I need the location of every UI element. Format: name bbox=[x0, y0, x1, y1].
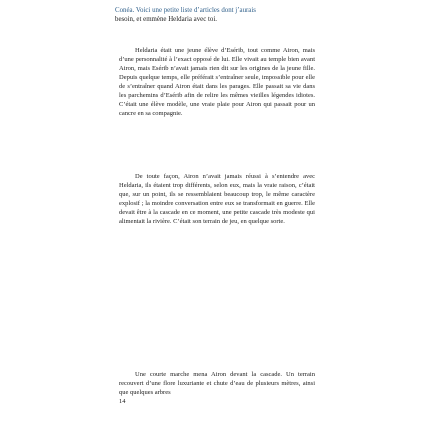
paragraph-block-1 bbox=[119, 46, 315, 118]
paragraph-cascade: Une courte marche mena Airon devant la cascade. Un terrain recouvert d’une flore luxuriante et chute d’eau de plusieurs mètres, ainsi que quelques arbres bbox=[119, 371, 315, 396]
intro-lead: Conéa. Voici une petite liste d’articles dont j’aurais bbox=[115, 7, 256, 14]
paragraph-block-3 bbox=[119, 370, 315, 406]
intro-rest: besoin, et emmène Heldaria avec toi. bbox=[115, 15, 217, 23]
page-number: 14 bbox=[119, 398, 126, 405]
paragraph-block-2 bbox=[119, 172, 315, 226]
paragraph-airon-heldaria: De toute façon, Airon n’avait jamais réussi à s’entendre avec Heldaria, ils étaient trop différents, selon eux, mais la vraie raison, c’était que, sur un point, ils se ressemblaient beaucoup trop, le même caractère explosif ; la moindre conversation entre eux se transformait en guerre. Elle devait être à la cascade en ce moment, une petite cascade très modeste qui alimentait la rivière. C’était son terrain de jeu, en quelque sorte. bbox=[119, 173, 315, 225]
paragraph-heldaria: Heldaria était une jeune élève d’Esérib, tout comme Airon, mais d’une personnalité à l’exact opposé de lui. Elle vivait au temple bien avant Airon, mais Esérib n’avait jamais rien dit sur les origines de la jeune fille. Depuis quelque temps, elle préférait s’entraîner seule, impossible pour elle de s’entraîner quand Airon était dans les parages. Elle passait sa vie dans les parchemins d’Esérib afin de relire les mêmes vieilles légendes idiotes. C’était une élève modèle, une vraie plaie pour Airon qui passait pour un cancre en sa compagnie. bbox=[119, 47, 315, 117]
intro-text bbox=[115, 7, 325, 24]
